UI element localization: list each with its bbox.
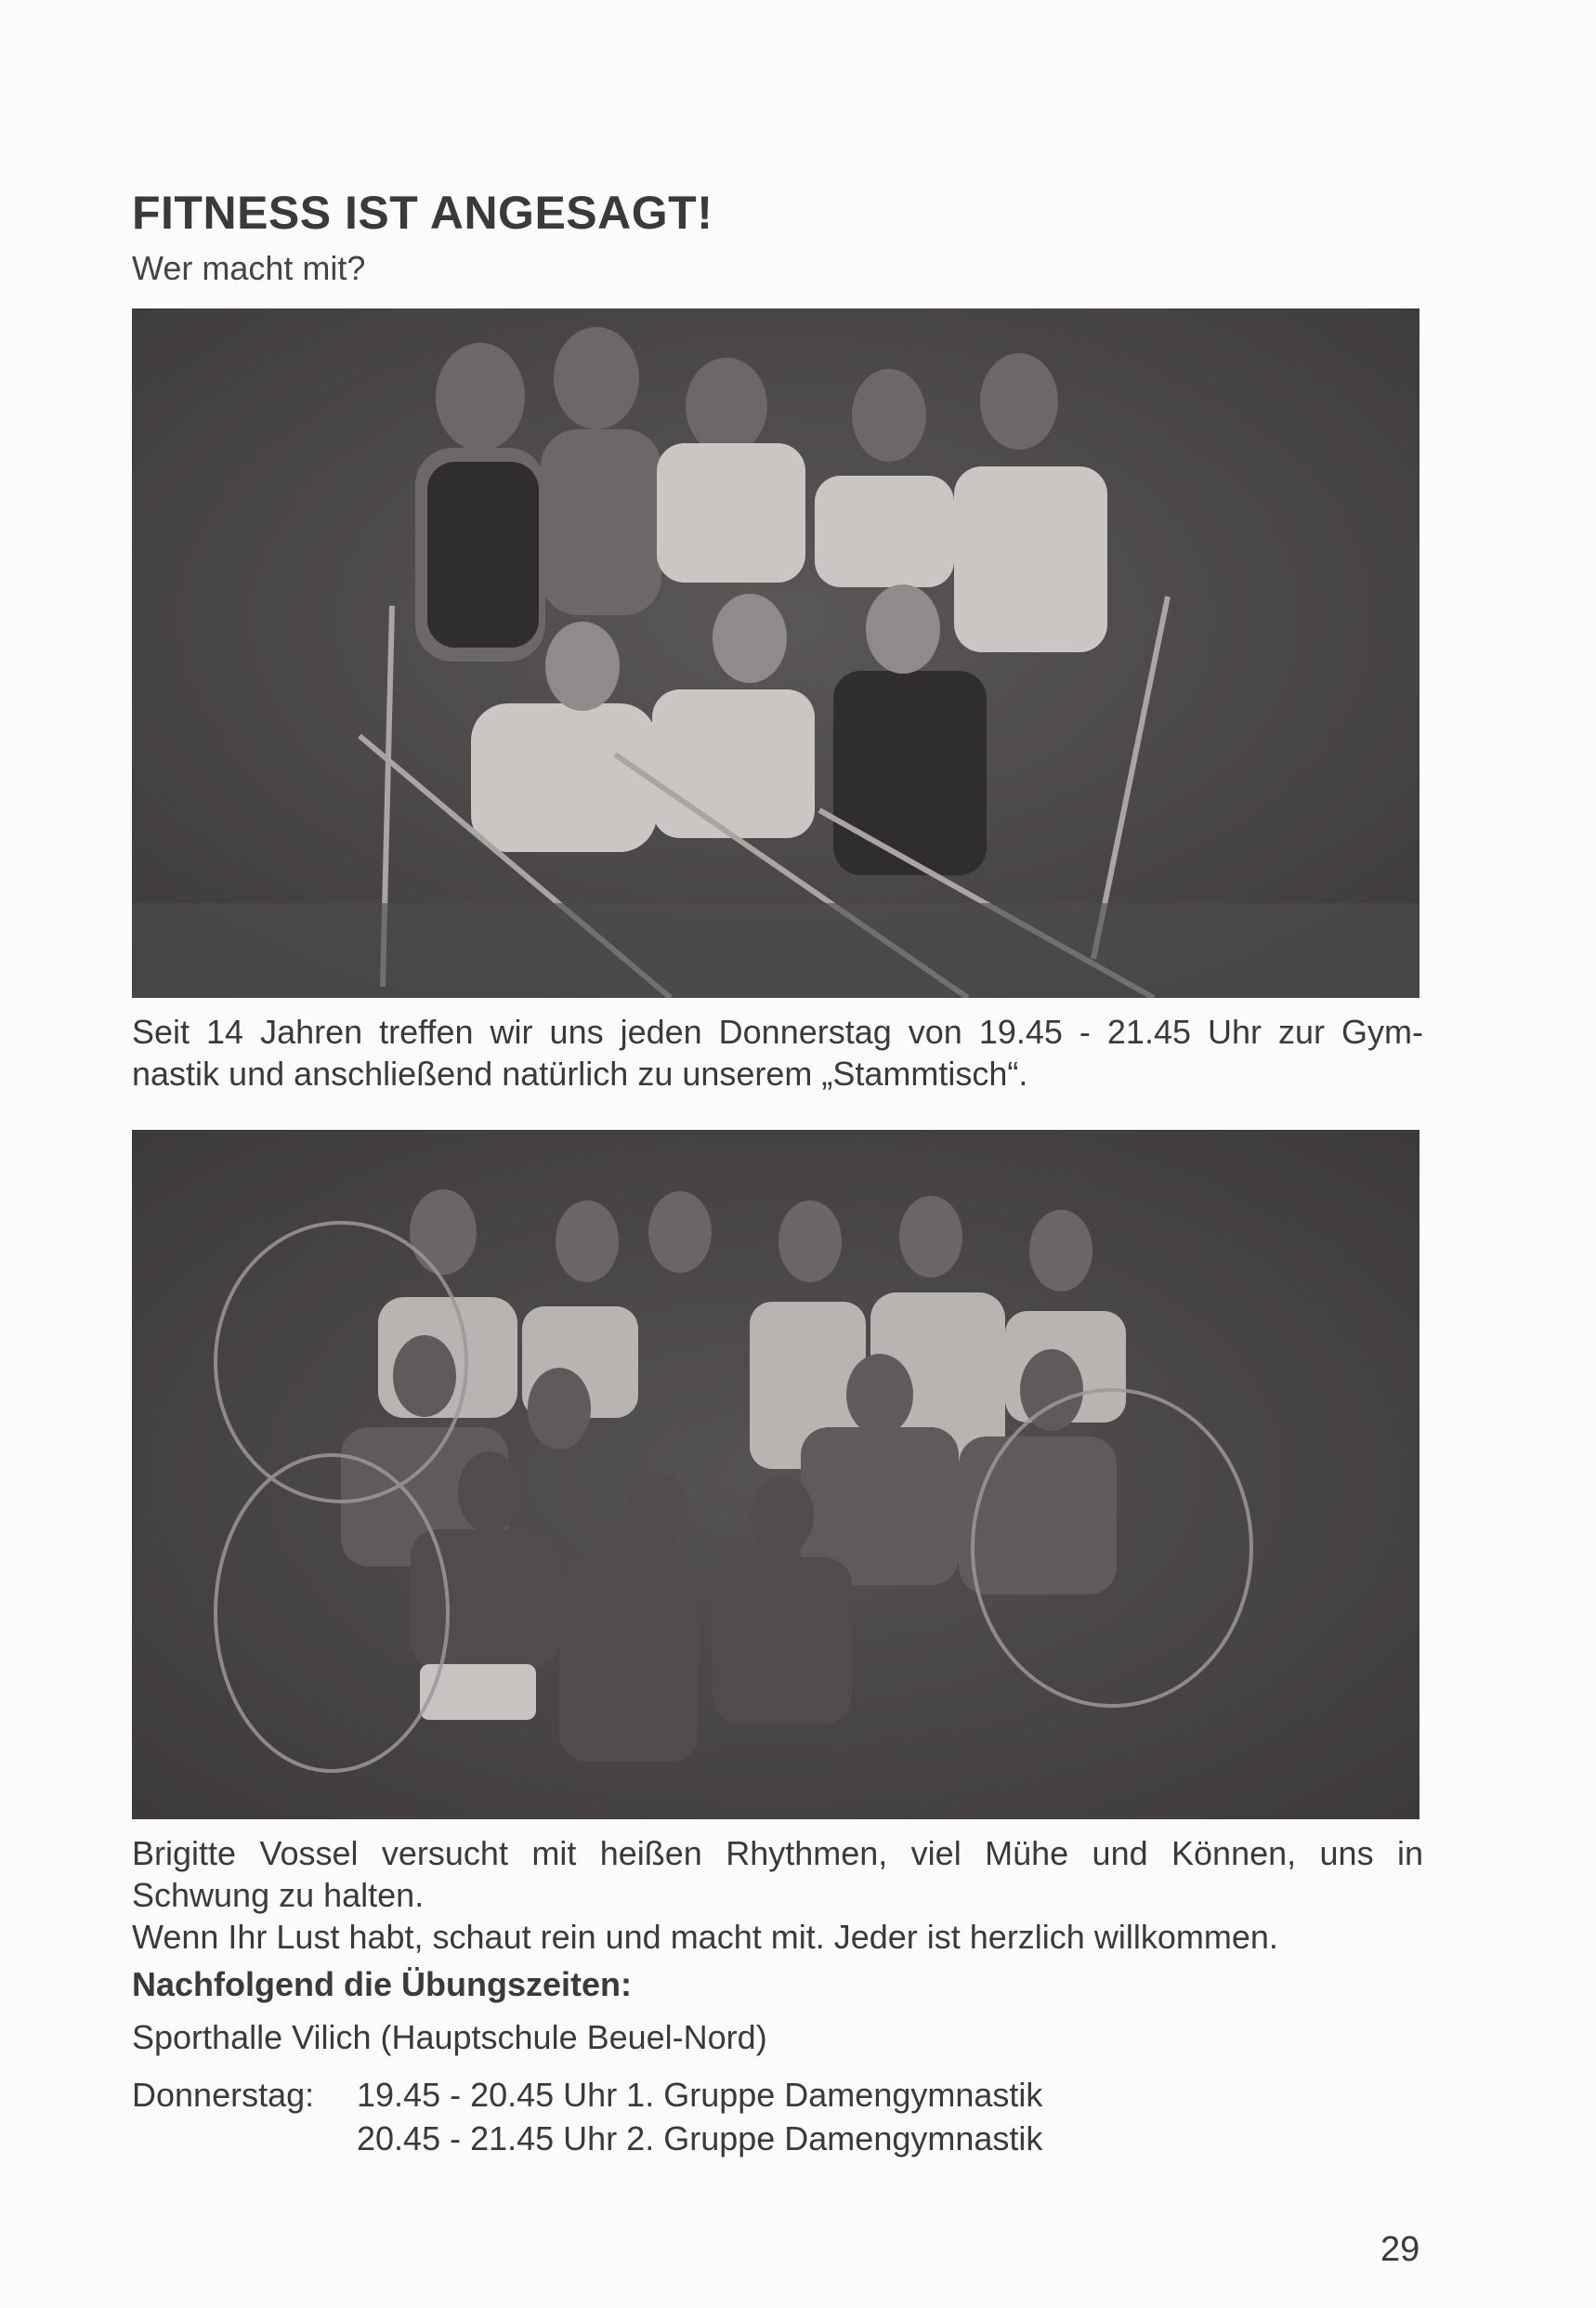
page-subheading: Wer macht mit? [132, 249, 366, 287]
schedule-title: Nachfolgend die Übungszeiten: [132, 1965, 633, 2003]
group-photo-hoops-image [132, 1130, 1419, 1819]
photo-1-caption [132, 1011, 1423, 1095]
caption-1-line-2: nastik und anschließend natürlich zu unserem „Stammtisch“. [132, 1055, 1028, 1093]
schedule-venue: Sporthalle Vilich (Hauptschule Beuel-Nord) [132, 2018, 767, 2056]
schedule-row: 20.45 - 21.45 Uhr 2. Gruppe Damengymnastik [357, 2119, 1043, 2157]
group-photo-poles [132, 308, 1419, 998]
photo-2-caption [132, 1832, 1423, 1958]
schedule-row: 19.45 - 20.45 Uhr 1. Gruppe Damengymnastik [357, 2076, 1043, 2114]
group-photo-poles-image [132, 308, 1419, 998]
caption-2-line-3: Wenn Ihr Lust habt, schaut rein und macht mit. Jeder ist herzlich willkommen. [132, 1918, 1278, 1956]
group-photo-hoops [132, 1130, 1419, 1819]
page-number: 29 [1380, 2230, 1420, 2269]
caption-2-line-2: Schwung zu halten. [132, 1876, 425, 1914]
caption-1-line-1: Seit 14 Jahren treffen wir uns jeden Donnerstag von 19.45 - 21.45 Uhr zur Gym- [132, 1013, 1423, 1051]
page-heading: FITNESS IST ANGESAGT! [132, 187, 713, 239]
caption-2-line-1: Brigitte Vossel versucht mit heißen Rhythmen, viel Mühe und Können, uns in [132, 1834, 1423, 1872]
schedule-day-label: Donnerstag: [132, 2076, 315, 2114]
